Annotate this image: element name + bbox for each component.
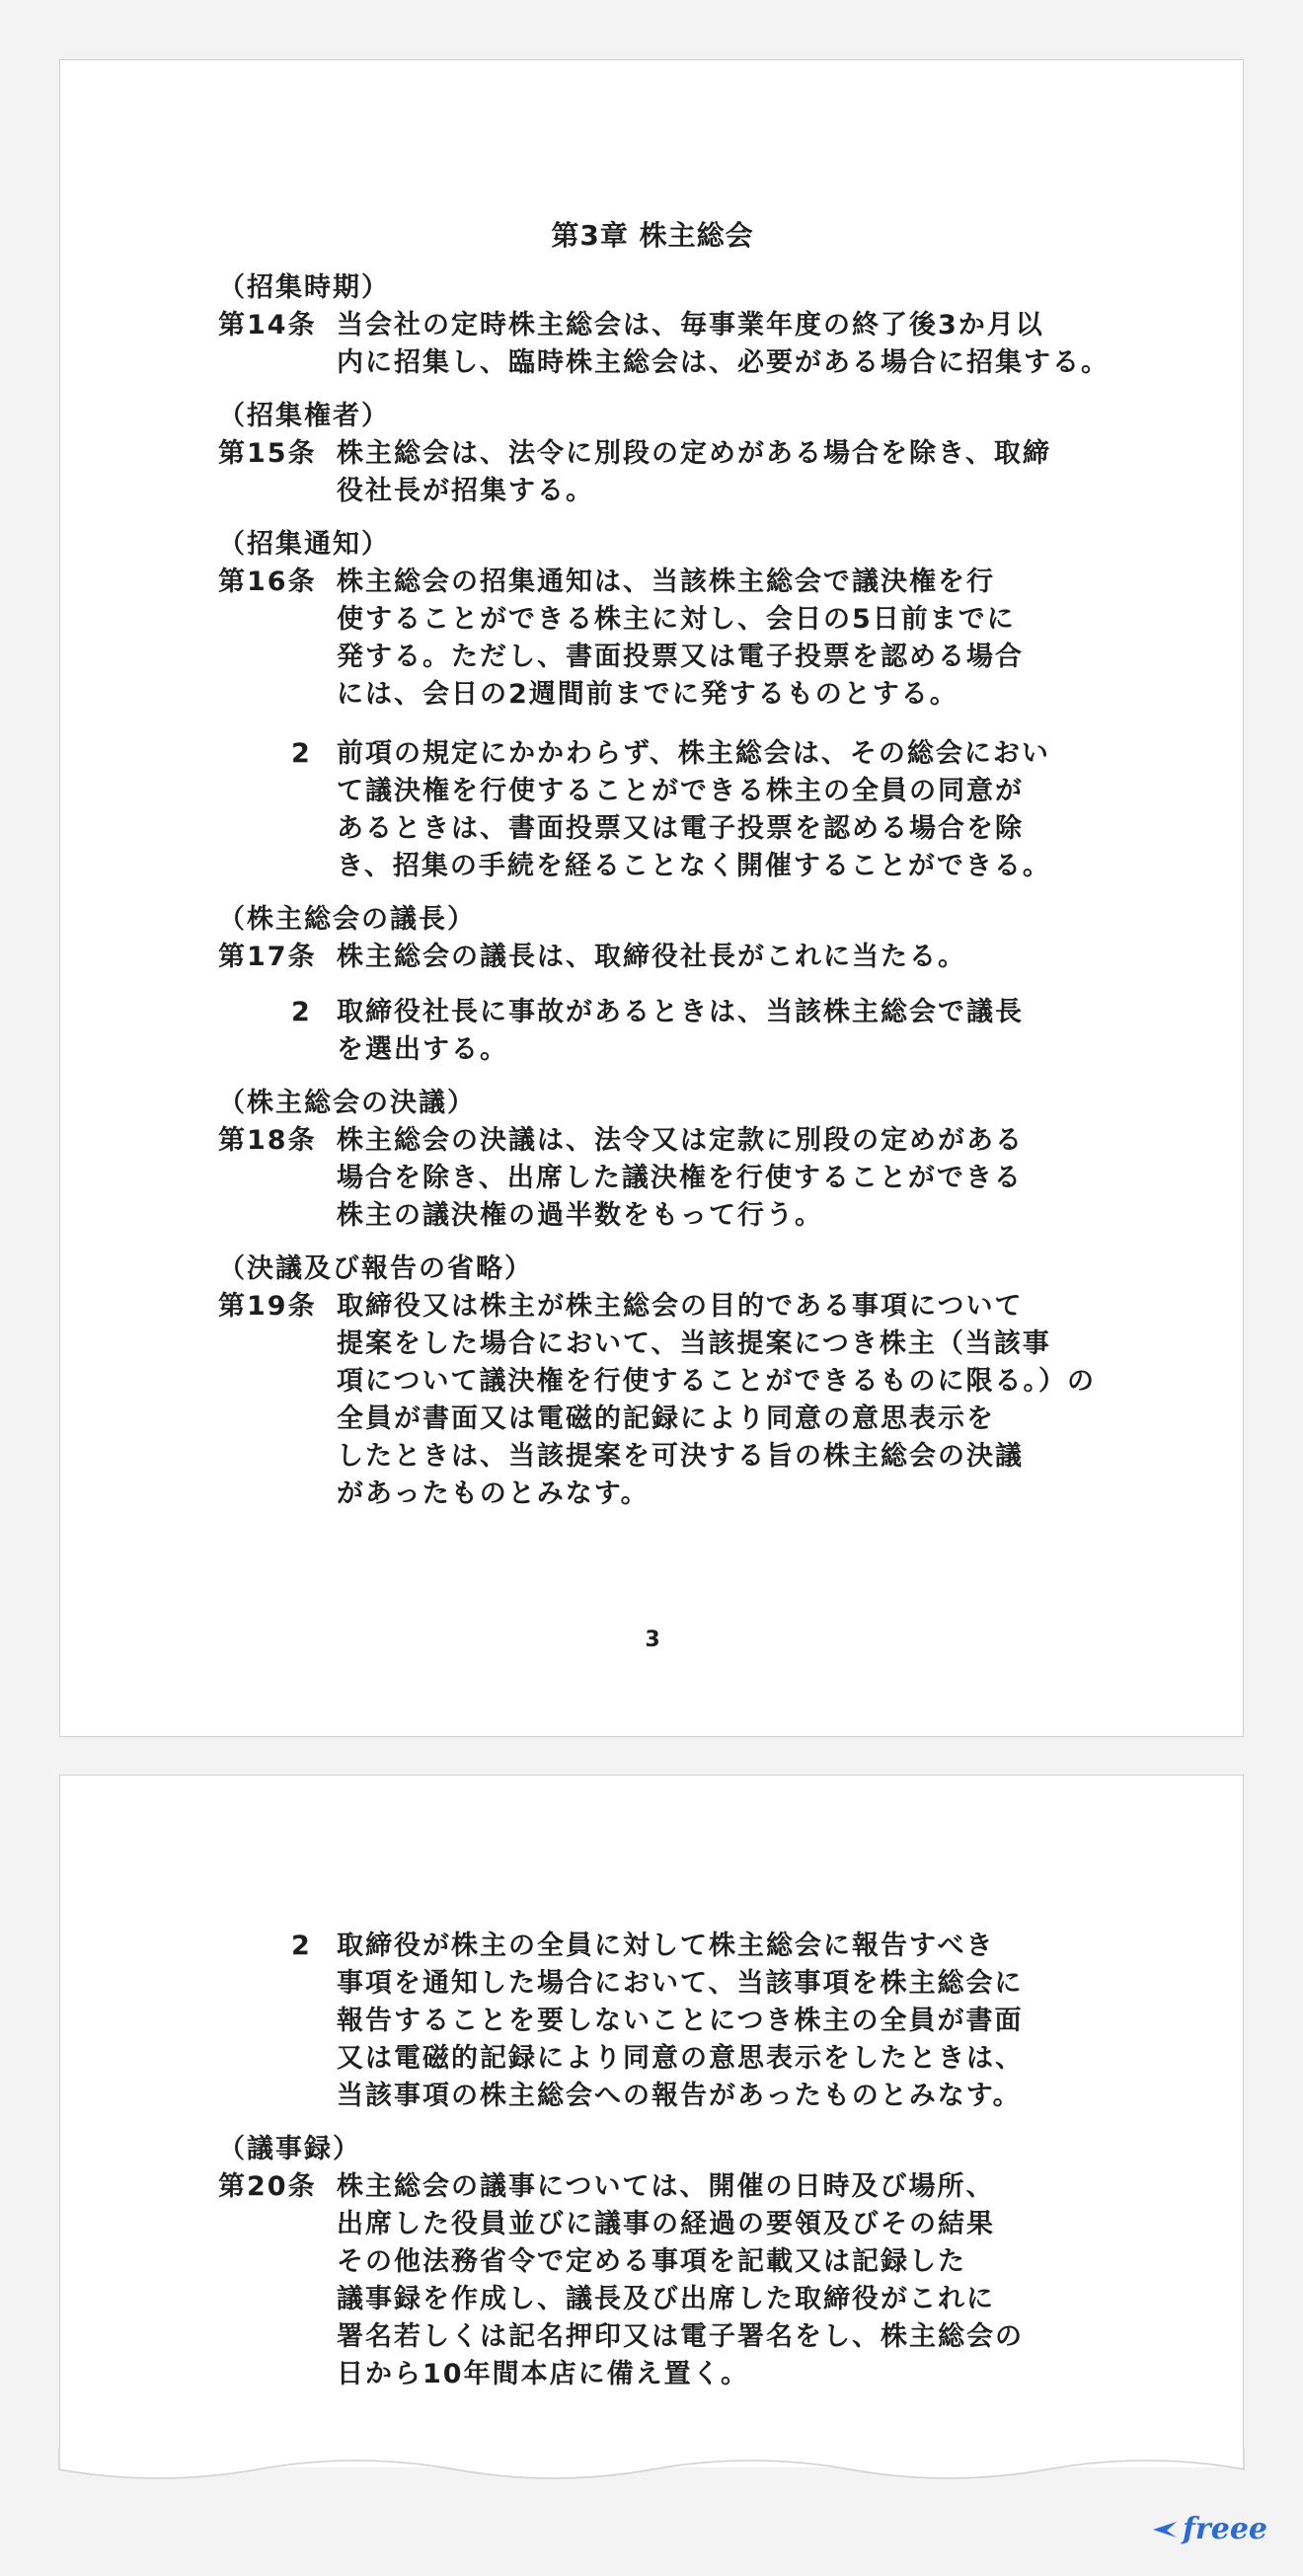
article-text-line: 株主総会の招集通知は、当該株主総会で議決権を行 xyxy=(337,567,995,597)
paragraph-text-line: 取締役社長に事故があるときは、当該株主総会で議長 xyxy=(337,997,1024,1027)
paragraph-number: 2 xyxy=(291,997,312,1027)
article-text-line: 提案をした場合において、当該提案につき株主（当該事 xyxy=(337,1328,1051,1359)
article-text-line: 内に招集し、臨時株主総会は、必要がある場合に招集する。 xyxy=(337,347,1110,378)
article-text-line: 取締役又は株主が株主総会の目的である事項について xyxy=(337,1291,1024,1322)
article-text-line: 議事録を作成し、議長及び出席した取締役がこれに xyxy=(337,2284,995,2314)
article-text-line: 株主の議決権の過半数をもって行う。 xyxy=(337,1200,823,1231)
article-number: 第15条 xyxy=(218,438,317,469)
article-caption: （決議及び報告の省略） xyxy=(218,1253,533,1284)
article-text-line: 項について議決権を行使することができるものに限る。）の xyxy=(337,1366,1096,1397)
article-number: 第20条 xyxy=(218,2171,317,2202)
bird-logo-icon xyxy=(1151,2519,1179,2540)
torn-page-edge xyxy=(58,2448,1245,2507)
paragraph-text-line: 報告することを要しないことにつき株主の全員が書面 xyxy=(337,2006,1024,2036)
article-text-line: 発する。ただし、書面投票又は電子投票を認める場合 xyxy=(337,642,1024,672)
article-text-line: 署名若しくは記名押印又は電子署名をし、株主総会の xyxy=(337,2321,1024,2352)
article-caption: （株主総会の議長） xyxy=(218,904,476,935)
paragraph-text-line: 事項を通知した場合において、当該事項を株主総会に xyxy=(337,1968,1024,1999)
paragraph-text-line: 取締役が株主の全員に対して株主総会に報告すべき xyxy=(337,1931,995,1961)
article-text-line: 当会社の定時株主総会は、毎事業年度の終了後3か月以 xyxy=(337,310,1044,341)
article-text-line: 使することができる株主に対し、会日の5日前までに xyxy=(337,604,1016,635)
article-text-line: には、会日の2週間前までに発するものとする。 xyxy=(337,679,958,710)
chapter-title: 第3章 株主総会 xyxy=(551,219,754,252)
article-text-line: 全員が書面又は電磁的記録により同意の意思表示を xyxy=(337,1403,995,1434)
document-page-1 xyxy=(59,59,1244,1737)
paragraph-text-line: 前項の規定にかかわらず、株主総会は、その総会におい xyxy=(337,738,1050,769)
paragraph-text-line: 当該事項の株主総会への報告があったものとみなす。 xyxy=(337,2081,1022,2111)
article-text-line: があったものとみなす。 xyxy=(337,1478,650,1509)
article-number: 第16条 xyxy=(218,567,317,597)
paragraph-text-line: て議決権を行使することができる株主の全員の同意が xyxy=(337,776,1024,806)
article-number: 第17条 xyxy=(218,942,317,972)
article-number: 第14条 xyxy=(218,310,317,341)
article-caption: （招集通知） xyxy=(218,529,390,560)
article-text-line: 株主総会の議長は、取締役社長がこれに当たる。 xyxy=(337,942,966,972)
article-text-line: 場合を除き、出席した議決権を行使することができる xyxy=(337,1163,1023,1193)
article-number: 第18条 xyxy=(218,1125,317,1156)
article-caption: （招集時期） xyxy=(218,272,390,303)
article-text-line: 役社長が招集する。 xyxy=(337,476,594,506)
paragraph-number: 2 xyxy=(291,738,312,769)
article-text-line: 出席した役員並びに議事の経過の要領及びその結果 xyxy=(337,2209,995,2239)
article-text-line: 日から10年間本店に備え置く。 xyxy=(337,2359,750,2389)
page-number: 3 xyxy=(645,1628,660,1652)
document-page-2 xyxy=(59,1775,1244,2467)
paragraph-text-line: 又は電磁的記録により同意の意思表示をしたときは、 xyxy=(337,2043,1024,2074)
brand-name: freee xyxy=(1183,2512,1267,2546)
brand-logo xyxy=(1151,2512,1267,2546)
article-caption: （招集権者） xyxy=(218,401,390,431)
article-text-line: 株主総会の議事については、開催の日時及び場所、 xyxy=(337,2171,995,2202)
article-number: 第19条 xyxy=(218,1291,317,1322)
article-caption: （議事録） xyxy=(218,2134,361,2164)
article-caption: （株主総会の決議） xyxy=(218,1088,476,1118)
article-text-line: したときは、当該提案を可決する旨の株主総会の決議 xyxy=(337,1441,1024,1472)
article-text-line: 株主総会は、法令に別段の定めがある場合を除き、取締 xyxy=(337,438,1051,469)
paragraph-text-line: き、招集の手続を経ることなく開催することができる。 xyxy=(337,851,1051,881)
article-text-line: その他法務省令で定める事項を記載又は記録した xyxy=(337,2246,966,2277)
paragraph-text-line: を選出する。 xyxy=(337,1034,508,1065)
article-text-line: 株主総会の決議は、法令又は定款に別段の定めがある xyxy=(337,1125,1024,1156)
paragraph-text-line: あるときは、書面投票又は電子投票を認める場合を除 xyxy=(337,813,1024,844)
paragraph-number: 2 xyxy=(291,1931,312,1961)
